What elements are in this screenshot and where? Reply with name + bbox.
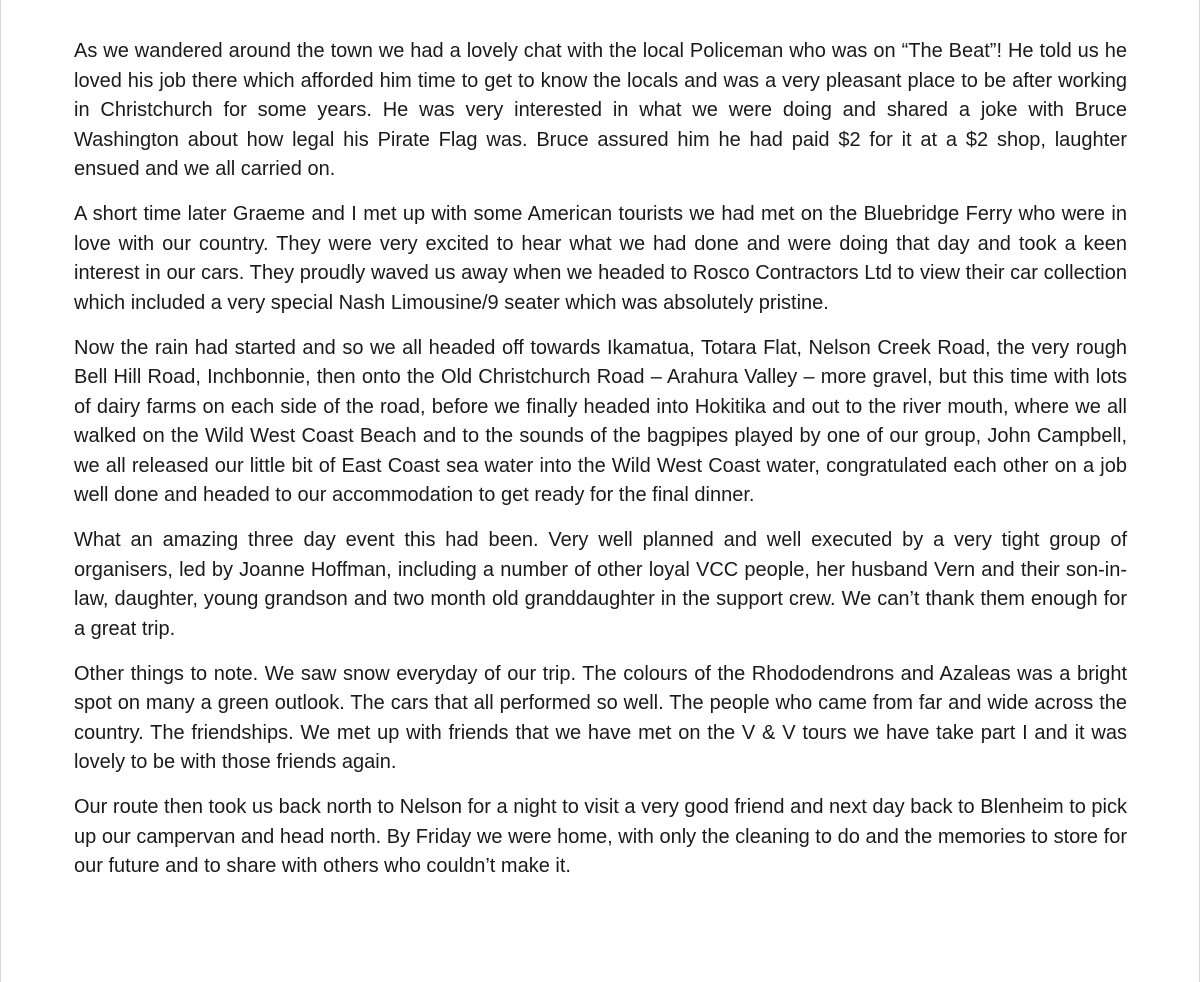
paragraph-event-summary: What an amazing three day event this had been. Very well planned and well executed by a very tight group of organisers, led by Joanne Hoffman, including a number of other loyal VCC people, her husband Vern and their son-in-law, daughter, young grandson and two month old granddaughter in the support crew. We can’t thank them enough for a great trip. bbox=[74, 529, 1127, 640]
paragraph-american-tourists: A short time later Graeme and I met up with some American tourists we had met on the Bluebridge Ferry who were in love with our country. They were very excited to hear what we had done and were doing that day and took a keen interest in our cars. They proudly waved us away when we headed to Rosco Contractors Ltd to view their car collection which included a very special Nash Limousine/9 seater which was absolutely pristine. bbox=[74, 203, 1127, 314]
paragraph-other-notes: Other things to note. We saw snow everyday of our trip. The colours of the Rhododendrons and Azaleas was a bright spot on many a green outlook. The cars that all performed so well. The people who came from far and wide across the country. The friendships. We met up with friends that we have met on the V & V tours we have take part I and it was lovely to be with those friends again. bbox=[74, 662, 1127, 773]
paragraph-return-home: Our route then took us back north to Nelson for a night to visit a very good friend and next day back to Blenheim to pick up our campervan and head north. By Friday we were home, with only the cleaning to do and the memories to store for our future and to share with others who couldn’t make it. bbox=[74, 796, 1127, 877]
paragraph-route-to-hokitika: Now the rain had started and so we all headed off towards Ikamatua, Totara Flat, Nelson Creek Road, the very rough Bell Hill Road, Inchbonnie, then onto the Old Christchurch Road – Arahura Valley – more gravel, but this time with lots of dairy farms on each side of the road, before we finally headed into Hokitika and out to the river mouth, where we all walked on the Wild West Coast Beach and to the sounds of the bagpipes played by one of our group, John Campbell, we all released our little bit of East Coast sea water into the Wild West Coast water, congratulated each other on a job well done and headed to our accommodation to get ready for the final dinner. bbox=[74, 336, 1127, 506]
paragraph-policeman: As we wandered around the town we had a lovely chat with the local Policeman who was on “The Beat”! He told us he loved his job there which afforded him time to get to know the locals and was a very pleasant place to be after working in Christchurch for some years. He was very interested in what we were doing and shared a joke with Bruce Washington about how legal his Pirate Flag was. Bruce assured him he had paid $2 for it at a $2 shop, laughter ensued and we all carried on. bbox=[74, 40, 1127, 180]
document-body bbox=[74, 37, 1127, 897]
